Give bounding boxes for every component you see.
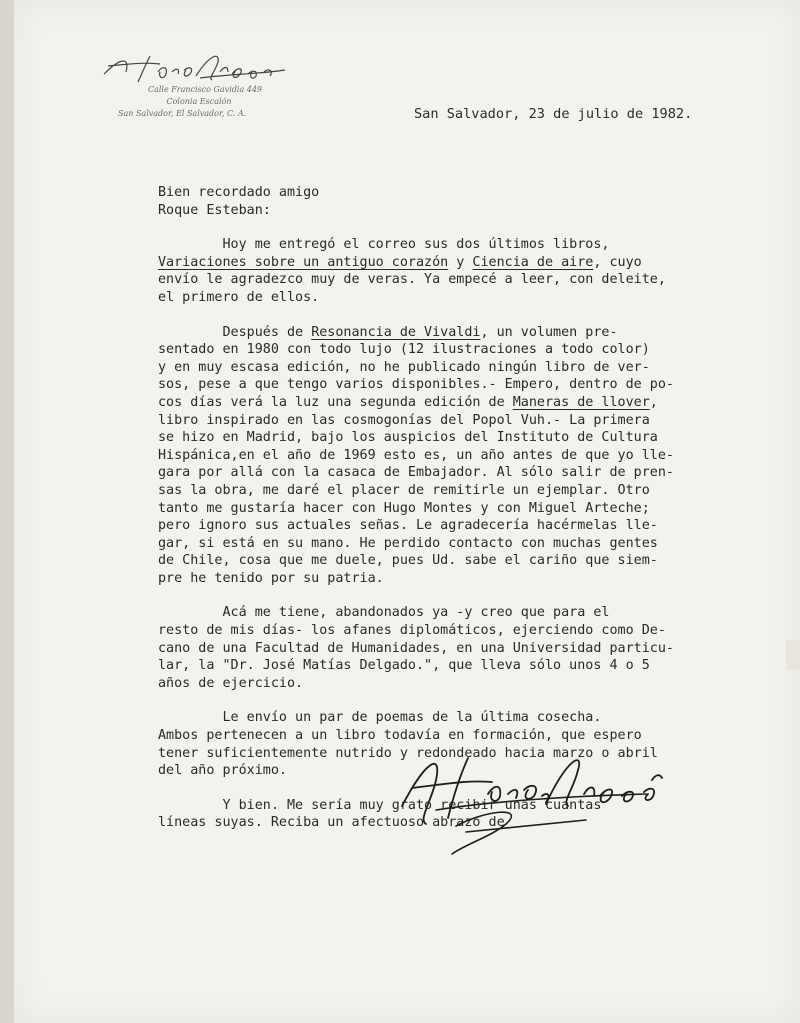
body-line: el primero de ellos.	[158, 289, 320, 305]
body-line: pero ignoro sus actuales señas. Le agradecería hacérmelas lle-	[158, 518, 658, 534]
text-segment: ,	[649, 394, 658, 410]
body-line	[158, 254, 768, 272]
body-line: Hoy me entregó el correo sus dos últimos libros,	[158, 237, 610, 253]
body-line: Y bien. Me sería muy grato recibir unas cuantas	[158, 797, 602, 813]
book-title: Maneras de llover	[512, 394, 650, 410]
text-segment: cos días verá la luz una segunda edición de	[158, 394, 513, 410]
body-line: libro inspirado en las cosmogonías del Popol Vuh.- La primera	[158, 412, 650, 428]
body-line: y en muy escasa edición, no he publicado ningún libro de ver-	[158, 359, 650, 375]
body-line: gara por allá con la casaca de Embajador. Al sólo salir de pren-	[158, 465, 674, 481]
letterhead-street: Calle Francisco Gavidia 449	[147, 85, 263, 94]
body-line: lar, la "Dr. José Matías Delgado.", que lleva sólo unos 4 o 5	[158, 658, 650, 674]
body-line: de Chile, cosa que me duele, pues Ud. sabe el cariño que siem-	[158, 553, 658, 569]
text-segment: , cuyo	[593, 254, 642, 270]
body-line: se hizo en Madrid, bajo los auspicios del Instituto de Cultura	[158, 430, 658, 446]
body-line: Ambos pertenecen a un libro todavía en formación, que espero	[158, 728, 642, 744]
letter-body	[158, 184, 768, 832]
body-line: tanto me gustaría hacer con Hugo Montes y con Miguel Arteche;	[158, 500, 650, 516]
body-line	[158, 394, 768, 412]
body-line: gar, si está en su mano. He perdido contacto con muchas gentes	[158, 535, 658, 551]
paper-tear	[786, 640, 800, 670]
body-line: envío le agradezco muy de veras. Ya empecé a leer, con deleite,	[158, 272, 666, 288]
book-title: Ciencia de aire	[472, 254, 594, 270]
letterhead-city: San Salvador, El Salvador, C. A.	[118, 109, 247, 118]
body-line: resto de mis días- los afanes diplomáticos, ejerciendo como De-	[158, 623, 666, 639]
letterhead-address	[100, 84, 280, 120]
body-line: pre he tenido por su patria.	[158, 570, 384, 586]
body-line: líneas suyas. Reciba un afectuoso abrazo de	[158, 815, 505, 831]
body-line	[158, 324, 768, 342]
handwritten-signature	[396, 740, 686, 860]
letterhead-neighborhood: Colonia Escalón	[166, 97, 232, 106]
text-segment: , un volumen pre-	[480, 324, 618, 340]
body-line: cano de una Facultad de Humanidades, en una Universidad particu-	[158, 640, 674, 656]
body-line: sentado en 1980 con todo lujo (12 ilustraciones a todo color)	[158, 342, 650, 358]
text-segment: Después de	[158, 324, 312, 340]
book-title: Variaciones sobre un antiguo corazón	[158, 254, 449, 270]
letter-page	[14, 0, 800, 1023]
body-line: del año próximo.	[158, 763, 287, 779]
body-line: sas la obra, me daré el placer de remitirle un ejemplar. Otro	[158, 482, 650, 498]
body-line: tener suficientemente nutrido y redondeado hacia marzo o abril	[158, 745, 658, 761]
text-segment: y	[448, 254, 473, 270]
body-line: Hispánica,en el año de 1969 esto es, un año antes de que yo lle-	[158, 447, 674, 463]
book-title: Resonancia de Vivaldi	[311, 324, 481, 340]
body-line: sos, pese a que tengo varios disponibles.- Empero, dentro de po-	[158, 377, 674, 393]
letter-date: San Salvador, 23 de julio de 1982.	[414, 106, 693, 122]
body-line: Acá me tiene, abandonados ya -y creo que para el	[158, 605, 610, 621]
letterhead	[100, 48, 300, 138]
salutation-line: Bien recordado amigo	[158, 185, 320, 200]
salutation-line: Roque Esteban:	[158, 202, 271, 218]
body-line: Le envío un par de poemas de la última cosecha.	[158, 710, 602, 726]
body-line: años de ejercicio.	[158, 675, 304, 691]
letterhead-signature	[100, 48, 300, 88]
